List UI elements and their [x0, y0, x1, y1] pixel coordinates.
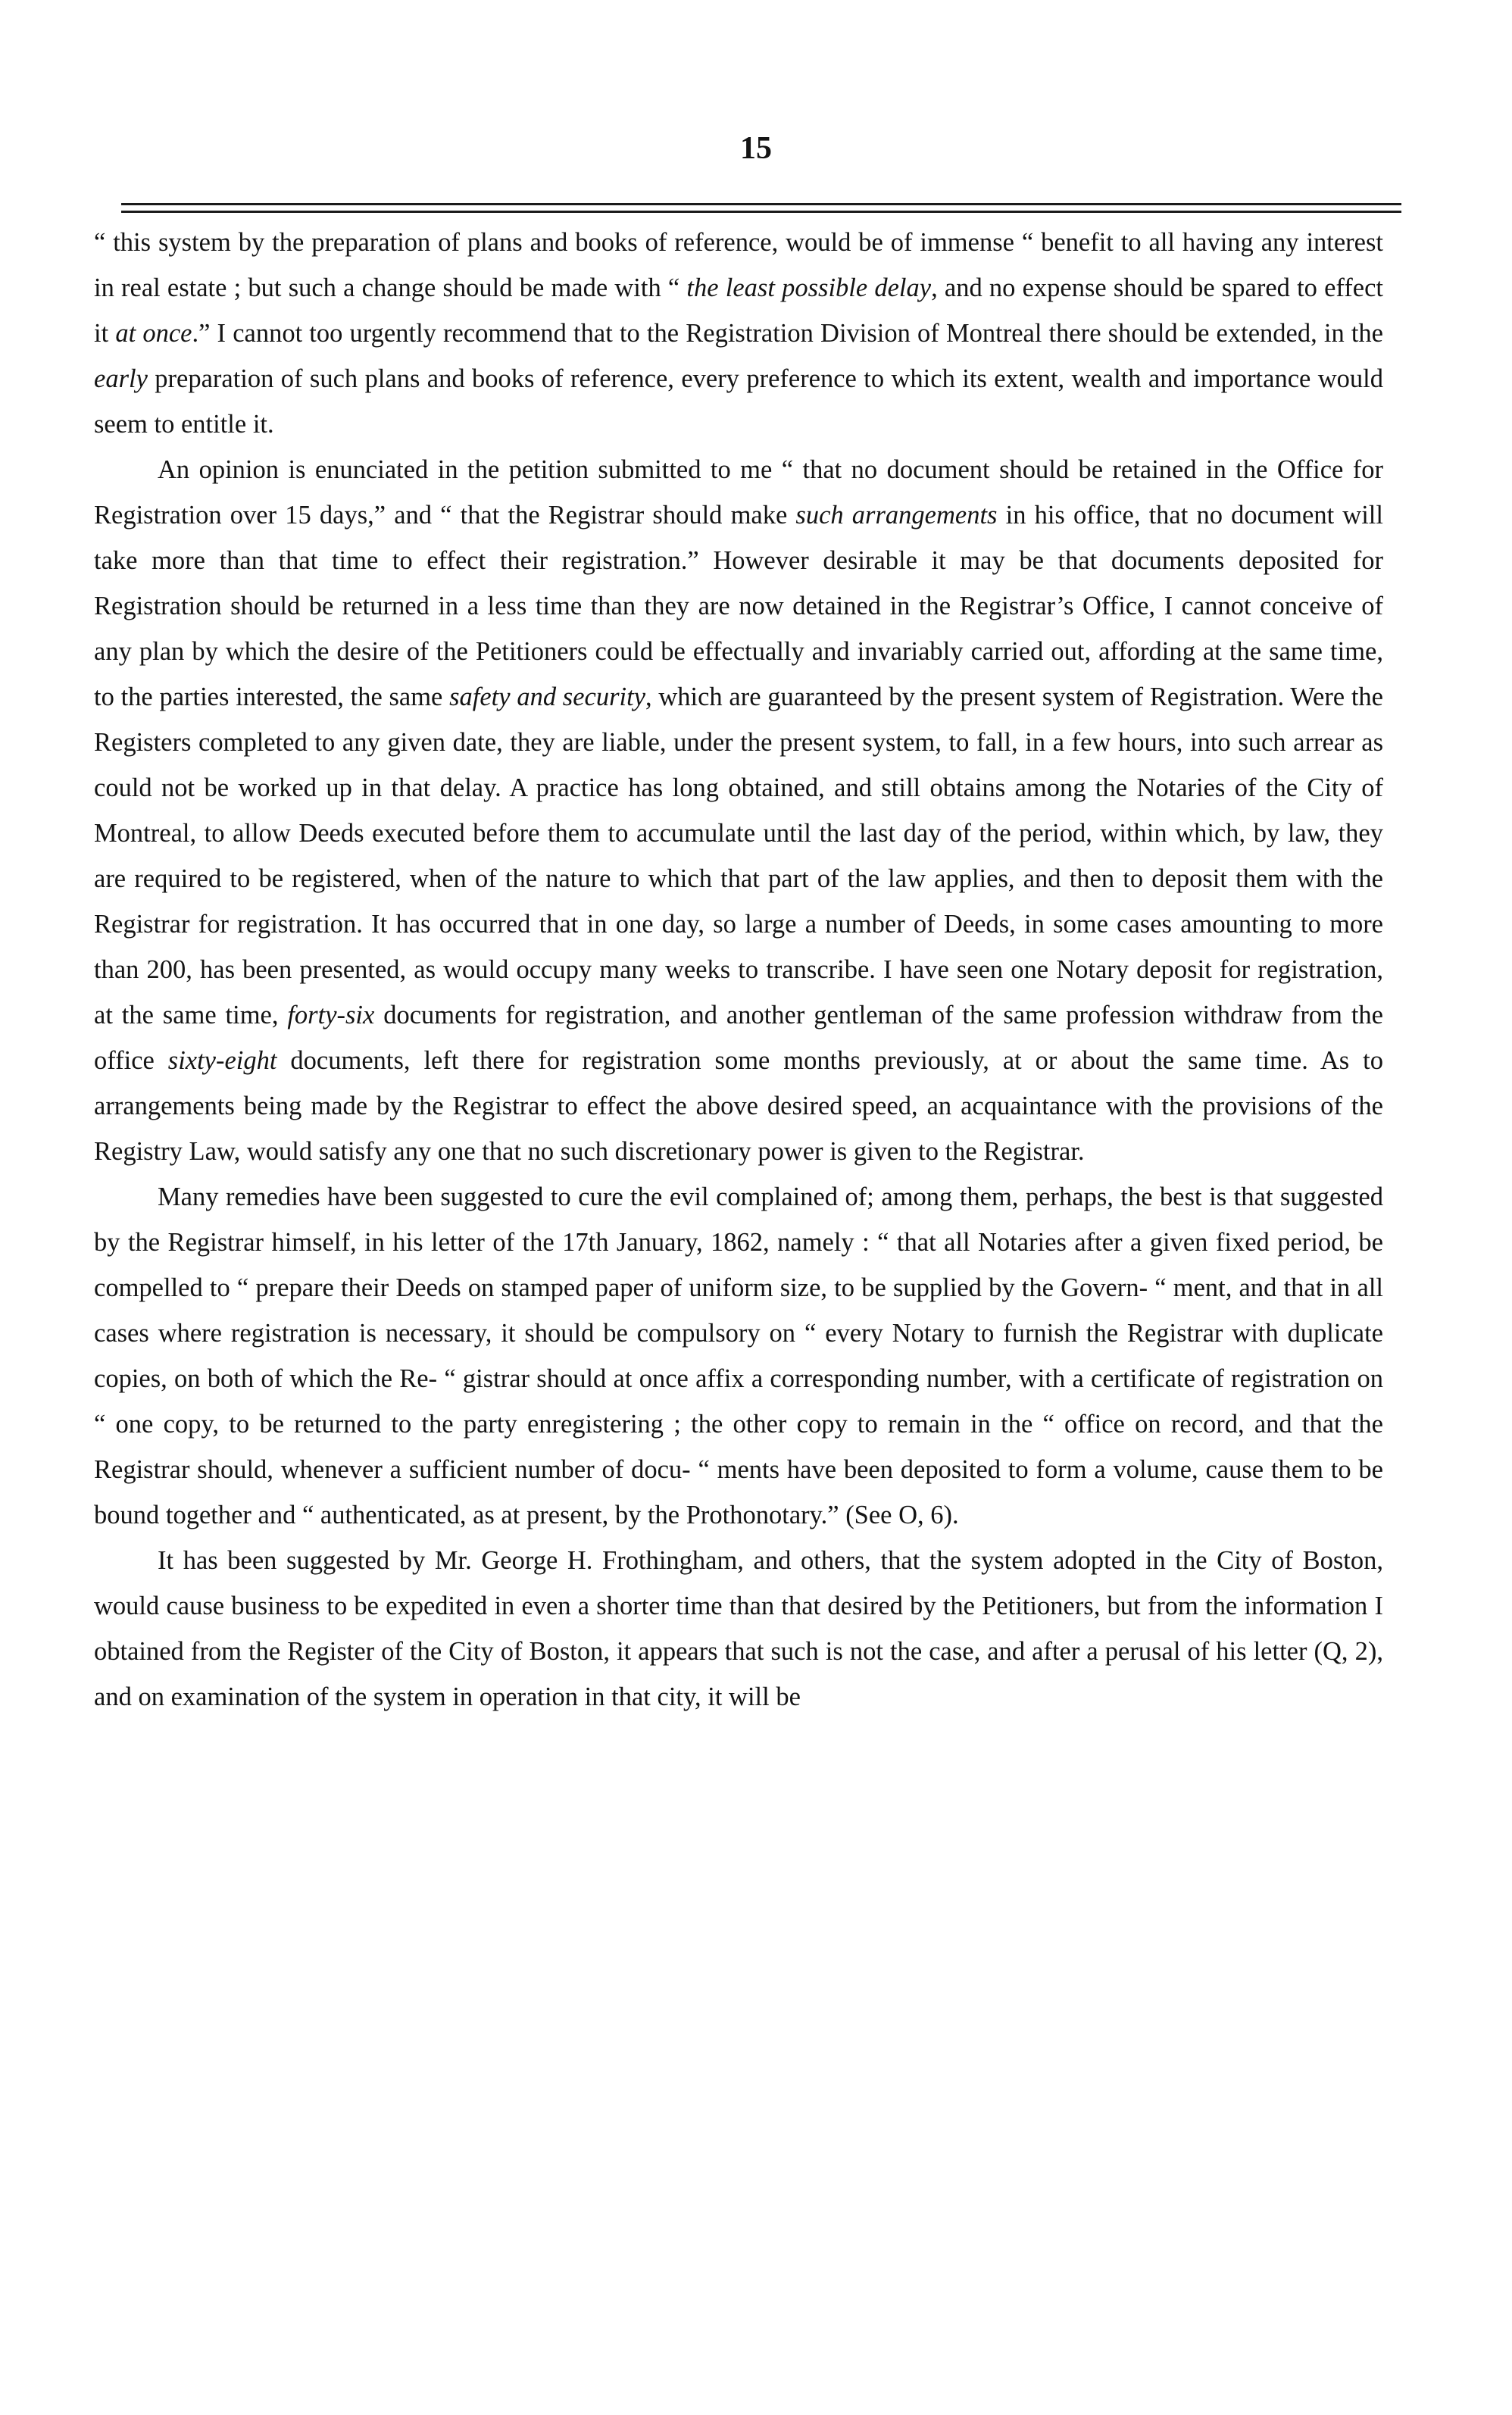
text-run: “ this system by the preparation of plans and books of reference, would be of immense “ benefit to all having any interest in real estate ; but such a change should be made with “ — [94, 228, 1383, 302]
text-run: An opinion is enunciated in the petition submitted to me “ that no document should be retained in the Office for Registration over 15 days,” and “ that the Registrar should make — [94, 455, 1383, 530]
italic-text: the least possible delay — [686, 273, 932, 302]
header-rule-top — [121, 203, 1401, 205]
text-run: in his office, that no document will take more than that time to effect their registration.” However desirable it may be that documents deposited for Registration should be returned in a less time than they are now detained in the Registrar’s Office, I cannot conceive of any plan by which the desire of the Petitioners could be effectually and invariably carried out, affording at the same time, to the parties interested, the same — [94, 501, 1383, 711]
italic-text: safety and security — [449, 683, 646, 711]
body-text — [94, 220, 1383, 1720]
italic-text: such arrangements — [795, 501, 998, 530]
text-run: Many remedies have been suggested to cure the evil complained of; among them, perhaps, the best is that suggested by the Registrar himself, in his letter of the 17th January, 1862, namely : “ that all Notaries after a given fixed period, be compelled to “ prepare their Deeds on stamped paper of uniform size, to be supplied by the Govern- “ ment, and that in all cases where registration is necessary, it should be compulsory on “ every Notary to furnish the Registrar with duplicate copies, on both of which the Re- “ gistrar should at once affix a corresponding number, with a certificate of registration on “ one copy, to be returned to the party enregistering ; the other copy to remain in the “ office on record, and that the Registrar should, whenever a sufficient number of docu- “ ments have been deposited to form a volume, cause them to be bound together and “ authenticated, as at present, by the Prothonotary.” (See O, 6). — [94, 1183, 1383, 1529]
header-rule-bottom — [121, 211, 1401, 213]
text-run: , and no expense should be spared to effect it — [94, 273, 1383, 348]
text-run: , which are guaranteed by the present system of Registration. Were the Registers completed to any given date, they are liable, under the present system, to fall, in a few hours, into such arrear as could not be worked up in that delay. A practice has long obtained, and still obtains among the Notaries of the City of Montreal, to allow Deeds executed before them to accumulate until the last day of the period, within which, by law, they are required to be registered, when of the nature to which that part of the law applies, and then to deposit them with the Registrar for registration. It has occurred that in one day, so large a number of Deeds, in some cases amounting to more than 200, has been presented, as would occupy many weeks to transcribe. I have seen one Notary deposit for registration, at the same time, — [94, 683, 1383, 1029]
text-run: .” I cannot too urgently recommend that to the Registration Division of Montreal there should be extended, in the — [192, 319, 1383, 348]
text-run: documents, left there for registration some months previously, at or about the same time. As to arrangements being made by the Registrar to effect the above desired speed, an acquaintance with the provisions of the Registry Law, would satisfy any one that no such discretionary power is given to the Registrar. — [94, 1046, 1383, 1166]
text-run: preparation of such plans and books of reference, every preference to which its extent, wealth and importance would seem to entitle it. — [94, 364, 1383, 439]
paragraph — [94, 1174, 1383, 1538]
italic-text: sixty-eight — [167, 1046, 277, 1075]
text-run: It has been suggested by Mr. George H. Frothingham, and others, that the system adopted in the City of Boston, would cause business to be expedited in even a shorter time than that desired by the Petitioners, but from the information I obtained from the Register of the City of Boston, it appears that such is not the case, and after a perusal of his letter (Q, 2), and on examination of the system in operation in that city, it will be — [94, 1546, 1383, 1711]
text-run: documents for registration, and another gentleman of the same profession withdraw from the office — [94, 1001, 1383, 1075]
paragraph — [94, 447, 1383, 1174]
paragraph — [94, 220, 1383, 447]
italic-text: at once — [115, 319, 192, 348]
page-number: 15 — [740, 131, 772, 166]
italic-text: forty-six — [287, 1001, 375, 1029]
paragraph — [94, 1538, 1383, 1720]
italic-text: early — [94, 364, 148, 393]
